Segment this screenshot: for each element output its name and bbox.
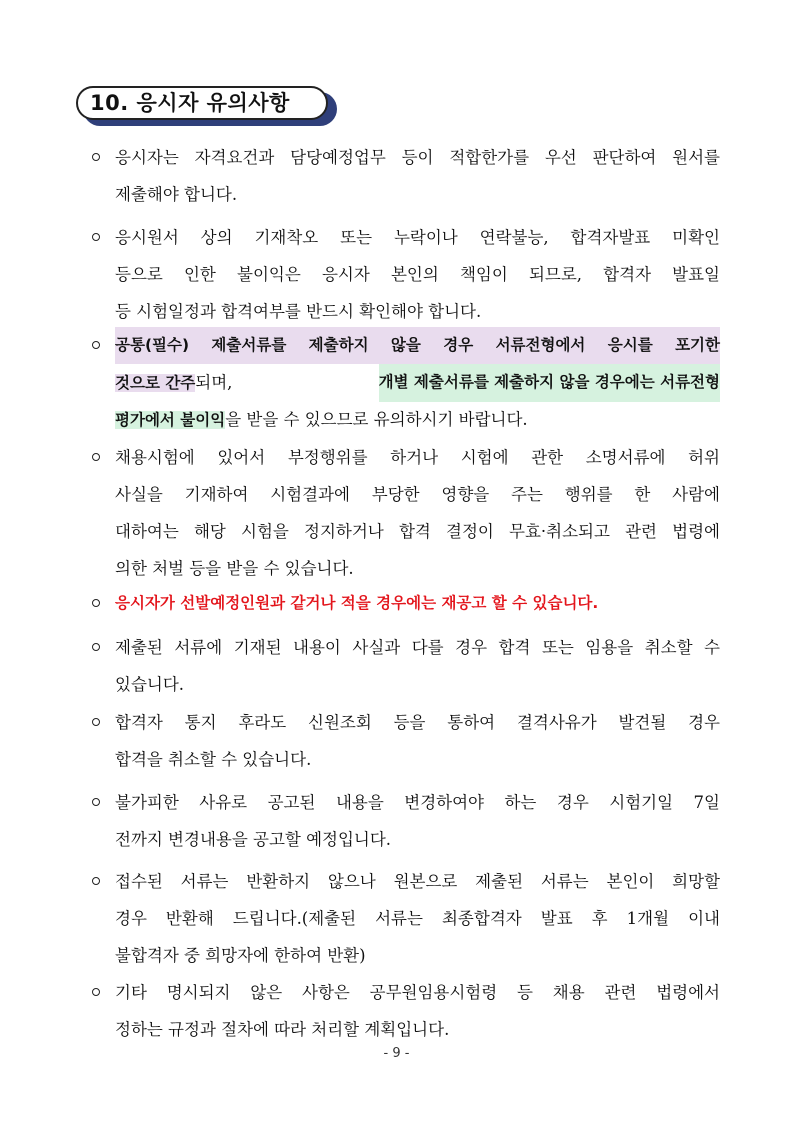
item-line: 채용시험에 있어서 부정행위를 하거나 시험에 관한 소명서류에 허위 [115,448,720,467]
item-line: 불가피한 사유로 공고된 내용을 변경하여야 하는 경우 시험기일 7일 [115,793,720,812]
circle-bullet-icon [92,153,100,161]
circle-bullet-icon [92,233,100,241]
circle-bullet-icon [92,718,100,726]
circle-bullet-icon [92,988,100,996]
item-line: 제출된 서류에 기재된 내용이 사실과 다를 경우 합격 또는 임용을 취소할 수 [115,638,720,657]
item-line: 불합격자 중 희망자에 한하여 반환) [115,946,366,965]
highlight-purple-text: 것으로 간주 [115,374,196,392]
item-line: 응시자는 자격요건과 담당예정업무 등이 적합한가를 우선 판단하여 원서를 [115,148,720,167]
circle-bullet-icon [92,599,100,607]
circle-bullet-icon [92,643,100,651]
red-warning-text: 응시자가 선발예정인원과 같거나 적을 경우에는 재공고 할 수 있습니다. [115,594,599,612]
circle-bullet-icon [92,877,100,885]
item-line [115,401,720,439]
section-title: 10. 응시자 유의사항 [76,86,328,120]
item-line: 경우 반환해 드립니다.(제출된 서류는 최종합격자 발표 후 1개월 이내 [115,909,720,928]
page-number: - 9 - [383,1046,410,1061]
circle-bullet-icon [92,798,100,806]
plain-text: 되며, [195,373,233,392]
highlight-green-text: 개별 제출서류를 제출하지 않을 경우에는 서류전형 [379,364,720,402]
item-line: 등으로 인한 불이익은 응시자 본인의 책임이 되므로, 합격자 발표일 [115,265,720,284]
item-line: 등 시험일정과 합격여부를 반드시 확인해야 합니다. [115,302,482,321]
item-line: 합격자 통지 후라도 신원조회 등을 통하여 결격사유가 발견될 경우 [115,713,720,732]
item-line [115,364,720,402]
item-line: 제출해야 합니다. [115,185,238,204]
item-line: 의한 처벌 등을 받을 수 있습니다. [115,559,354,578]
circle-bullet-icon [92,341,100,349]
item-line: 정하는 규정과 절차에 따라 처리할 계획입니다. [115,1020,450,1039]
item-line: 있습니다. [115,675,185,694]
item-line: 응시원서 상의 기재착오 또는 누락이나 연락불능, 합격자발표 미확인 [115,228,720,247]
plain-text: 을 받을 수 있으므로 유의하시기 바랍니다. [225,410,528,429]
highlight-purple-line: 공통(필수) 제출서류를 제출하지 않을 경우 서류전형에서 응시를 포기한 [115,327,720,364]
item-line: 전까지 변경내용을 공고할 예정입니다. [115,830,392,849]
section-heading [76,86,338,126]
circle-bullet-icon [92,453,100,461]
item-line: 접수된 서류는 반환하지 않으나 원본으로 제출된 서류는 본인이 희망할 [115,872,720,891]
item-line: 기타 명시되지 않은 사항은 공무원임용시험령 등 채용 관련 법령에서 [115,983,720,1002]
highlight-green-text: 평가에서 불이익 [115,411,226,429]
item-line: 대하여는 해당 시험을 정지하거나 합격 결정이 무효·취소되고 관련 법령에 [115,522,720,541]
item-line: 사실을 기재하여 시험결과에 부당한 영향을 주는 행위를 한 사람에 [115,485,720,504]
item-line: 합격을 취소할 수 있습니다. [115,750,312,769]
